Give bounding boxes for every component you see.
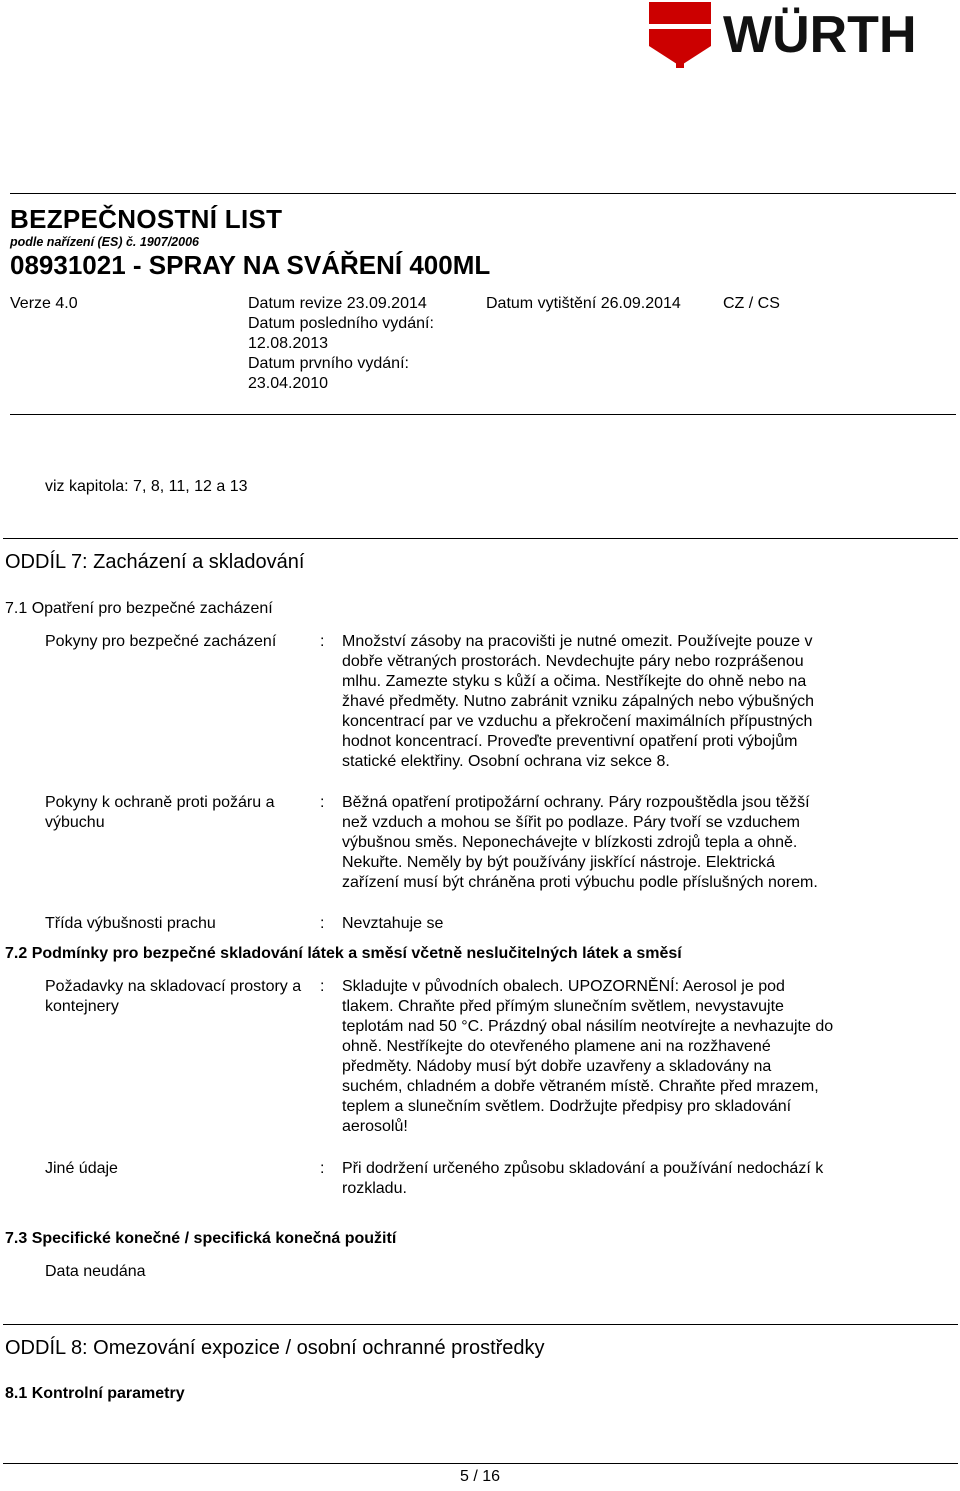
section7-rule bbox=[3, 538, 958, 539]
separator-colon: : bbox=[320, 633, 325, 650]
text-line: žhavé předměty. Nutno zabránit vzniku zápalných nebo výbušných bbox=[342, 693, 814, 710]
version: Verze 4.0 bbox=[10, 295, 78, 312]
chapter-reference: viz kapitola: 7, 8, 11, 12 a 13 bbox=[45, 478, 248, 495]
text-line: hodnot koncentrací. Proveďte preventivní opatření proti výbojům bbox=[342, 733, 798, 750]
separator-colon: : bbox=[320, 915, 325, 932]
section8-rule bbox=[3, 1324, 958, 1325]
row-value-safe-handling bbox=[342, 632, 887, 772]
text-line: teplem a slunečním světlem. Dodržujte předpisy pro skladování bbox=[342, 1098, 792, 1115]
text-line: Při dodržení určeného způsobu skladování a používání nedochází k bbox=[342, 1160, 824, 1177]
separator-colon: : bbox=[320, 794, 325, 811]
header-top-rule bbox=[10, 193, 956, 194]
row-label-other-info: Jiné údaje bbox=[45, 1160, 118, 1177]
text-line: dobře větraných prostorách. Nevdechujte páry nebo rozprášenou bbox=[342, 653, 804, 670]
text-line: suchém, chladném a dobře větraném místě. Chraňte před mrazem, bbox=[342, 1078, 819, 1095]
subsection-7-3-text: Data neudána bbox=[45, 1263, 146, 1280]
row-label-storage-requirements: Požadavky na skladovací prostory a kontejnery bbox=[45, 978, 302, 1015]
subsection-7-1-title: 7.1 Opatření pro bezpečné zacházení bbox=[5, 600, 273, 617]
document-title: BEZPEČNOSTNÍ LIST bbox=[10, 204, 283, 234]
text-line: Nekuřte. Neměly by být používány jiskřící nástroje. Elektrická bbox=[342, 854, 776, 871]
brand-mark-icon bbox=[649, 2, 711, 68]
regulation-reference: podle nařízení (ES) č. 1907/2006 bbox=[10, 235, 199, 249]
row-value-storage-requirements bbox=[342, 977, 887, 1137]
subsection-7-3-title: 7.3 Specifické konečné / specifická konečná použití bbox=[5, 1230, 397, 1247]
revision-dates bbox=[248, 294, 434, 394]
section7-title: ODDÍL 7: Zacházení a skladování bbox=[5, 551, 305, 573]
text-line: koncentrací par ve vzduchu a překročení maximálních přípustných bbox=[342, 713, 813, 730]
row-value-other-info bbox=[342, 1159, 887, 1199]
separator-colon: : bbox=[320, 978, 325, 995]
product-title: 08931021 - SPRAY NA SVÁŘENÍ 400ML bbox=[10, 250, 491, 280]
wurth-logo bbox=[649, 0, 959, 70]
text-line: předměty. Nádoby musí být dobře uzavřeny a skladovány na bbox=[342, 1058, 772, 1075]
footer-rule bbox=[3, 1463, 958, 1464]
row-value-fire-protection bbox=[342, 793, 887, 893]
text-line: než vzduch a mohou se šířit po podlaze. Páry tvoří se vzduchem bbox=[342, 814, 801, 831]
separator-colon: : bbox=[320, 1160, 325, 1177]
row-value-dust-explosion-class: Nevztahuje se bbox=[342, 915, 444, 932]
last-issue-label: Datum posledního vydání: bbox=[248, 315, 434, 332]
text-line: Skladujte v původních obalech. UPOZORNĚNÍ: Aerosol je pod bbox=[342, 978, 785, 995]
print-date: Datum vytištění 26.09.2014 bbox=[486, 295, 681, 312]
last-issue-date: 12.08.2013 bbox=[248, 335, 329, 352]
text-line: tlakem. Chraňte před přímým slunečním světlem, nevystavujte bbox=[342, 998, 784, 1015]
text-line: zařízení musí být chráněna proti výbuchu podle příslušných norem. bbox=[342, 874, 818, 891]
page-number: 5 / 16 bbox=[459, 1468, 501, 1485]
text-line: výbušnou směs. Neponechávejte v blízkosti zdrojů tepla a ohně. bbox=[342, 834, 798, 851]
text-line: statické elektřiny. Osobní ochrana viz sekce 8. bbox=[342, 753, 670, 770]
first-issue-date: 23.04.2010 bbox=[248, 375, 329, 392]
locale-code: CZ / CS bbox=[723, 295, 780, 312]
text-line: rozkladu. bbox=[342, 1180, 407, 1197]
first-issue-label: Datum prvního vydání: bbox=[248, 355, 409, 372]
text-line: ohně. Nestříkejte do otevřeného plamene ani na rozžhavené bbox=[342, 1038, 771, 1055]
brand-wordmark: WÜRTH bbox=[723, 6, 917, 64]
row-label-dust-explosion-class: Třída výbušnosti prachu bbox=[45, 915, 216, 932]
revision-date: Datum revize 23.09.2014 bbox=[248, 295, 427, 312]
header-bottom-rule bbox=[10, 414, 956, 415]
text-line: Běžná opatření protipožární ochrany. Páry rozpouštědla jsou těžší bbox=[342, 794, 810, 811]
text-line: aerosolů! bbox=[342, 1118, 408, 1135]
row-label-safe-handling: Pokyny pro bezpečné zacházení bbox=[45, 633, 277, 650]
section8-title: ODDÍL 8: Omezování expozice / osobní ochranné prostředky bbox=[5, 1337, 545, 1359]
text-line: teplotám nad 50 °C. Prázdný obal násilím neotvírejte a nevhazujte do bbox=[342, 1018, 834, 1035]
text-line: Množství zásoby na pracovišti je nutné omezit. Používejte pouze v bbox=[342, 633, 813, 650]
row-label-fire-protection: Pokyny k ochraně proti požáru a výbuchu bbox=[45, 794, 275, 831]
text-line: mlhu. Zamezte styku s kůží a očima. Nestříkejte do ohně nebo na bbox=[342, 673, 807, 690]
subsection-8-1-title: 8.1 Kontrolní parametry bbox=[5, 1385, 185, 1402]
subsection-7-2-title: 7.2 Podmínky pro bezpečné skladování látek a směsí včetně neslučitelných látek a směsí bbox=[5, 945, 682, 962]
